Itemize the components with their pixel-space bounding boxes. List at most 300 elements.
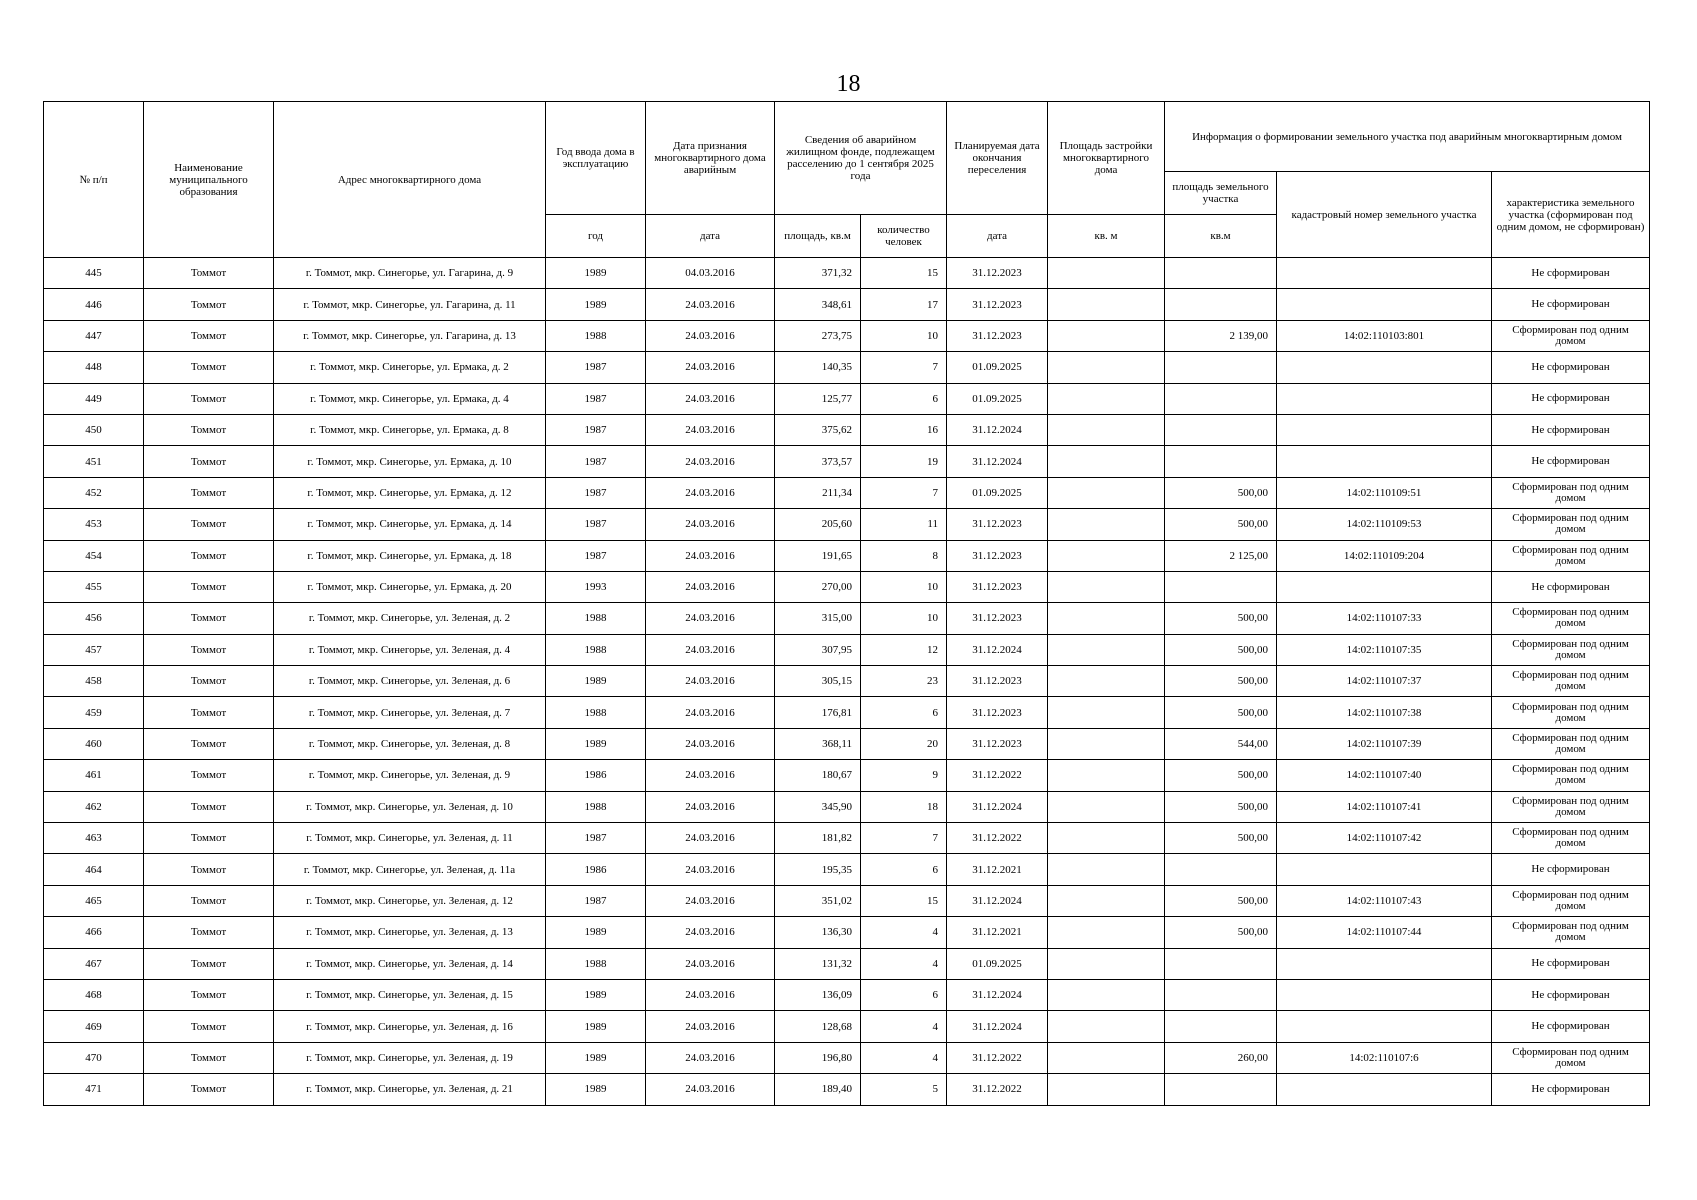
cell-area: 136,30 xyxy=(775,917,861,948)
cell-municipality: Томмот xyxy=(144,1042,274,1073)
cell-land-status: Не сформирован xyxy=(1492,1011,1650,1042)
cell-date-emergency: 24.03.2016 xyxy=(646,446,775,477)
cell-year-built: 1986 xyxy=(546,854,646,885)
cell-building-area xyxy=(1048,383,1165,414)
cell-people: 19 xyxy=(861,446,947,477)
cell-building-area xyxy=(1048,477,1165,508)
cell-land-status: Сформирован под одним домом xyxy=(1492,603,1650,634)
cell-people: 12 xyxy=(861,634,947,665)
cell-cadastral: 14:02:110109:53 xyxy=(1277,509,1492,540)
cell-date-emergency: 24.03.2016 xyxy=(646,666,775,697)
cell-planned-date: 31.12.2021 xyxy=(947,917,1048,948)
cell-date-emergency: 24.03.2016 xyxy=(646,634,775,665)
cell-area: 270,00 xyxy=(775,571,861,602)
table-row xyxy=(44,352,1650,383)
cell-land-status: Сформирован под одним домом xyxy=(1492,791,1650,822)
cell-land-area xyxy=(1165,258,1277,289)
cell-date-emergency: 24.03.2016 xyxy=(646,697,775,728)
cell-people: 20 xyxy=(861,728,947,759)
cell-building-area xyxy=(1048,352,1165,383)
cell-municipality: Томмот xyxy=(144,917,274,948)
cell-cadastral xyxy=(1277,446,1492,477)
cell-building-area xyxy=(1048,728,1165,759)
cell-municipality: Томмот xyxy=(144,603,274,634)
cell-date-emergency: 24.03.2016 xyxy=(646,1011,775,1042)
cell-land-area: 500,00 xyxy=(1165,760,1277,791)
cell-land-area: 500,00 xyxy=(1165,697,1277,728)
table-row xyxy=(44,258,1650,289)
table-row xyxy=(44,414,1650,445)
cell-people: 11 xyxy=(861,509,947,540)
cell-people: 6 xyxy=(861,697,947,728)
cell-area: 348,61 xyxy=(775,289,861,320)
cell-num: 446 xyxy=(44,289,144,320)
cell-building-area xyxy=(1048,540,1165,571)
cell-land-area: 2 125,00 xyxy=(1165,540,1277,571)
cell-land-status: Сформирован под одним домом xyxy=(1492,885,1650,916)
cell-address: г. Томмот, мкр. Синегорье, ул. Зеленая, д. 11 xyxy=(274,823,546,854)
header-unit-planned-date: дата xyxy=(947,215,1048,258)
cell-address: г. Томмот, мкр. Синегорье, ул. Зеленая, д. 21 xyxy=(274,1074,546,1105)
cell-cadastral: 14:02:110107:42 xyxy=(1277,823,1492,854)
cell-num: 455 xyxy=(44,571,144,602)
cell-building-area xyxy=(1048,666,1165,697)
cell-building-area xyxy=(1048,1042,1165,1073)
cell-year-built: 1989 xyxy=(546,917,646,948)
cell-building-area xyxy=(1048,634,1165,665)
header-planned-date: Планируемая дата окончания переселения xyxy=(947,102,1048,215)
cell-year-built: 1989 xyxy=(546,1074,646,1105)
cell-cadastral: 14:02:110107:37 xyxy=(1277,666,1492,697)
cell-address: г. Томмот, мкр. Синегорье, ул. Зеленая, д. 7 xyxy=(274,697,546,728)
cell-num: 463 xyxy=(44,823,144,854)
cell-num: 451 xyxy=(44,446,144,477)
cell-year-built: 1988 xyxy=(546,603,646,634)
cell-date-emergency: 24.03.2016 xyxy=(646,1042,775,1073)
cell-building-area xyxy=(1048,446,1165,477)
table-row xyxy=(44,509,1650,540)
cell-land-status: Сформирован под одним домом xyxy=(1492,477,1650,508)
cell-building-area xyxy=(1048,697,1165,728)
cell-building-area xyxy=(1048,760,1165,791)
cell-year-built: 1993 xyxy=(546,571,646,602)
cell-land-status: Не сформирован xyxy=(1492,414,1650,445)
cell-municipality: Томмот xyxy=(144,1011,274,1042)
cell-planned-date: 31.12.2023 xyxy=(947,571,1048,602)
cell-cadastral xyxy=(1277,979,1492,1010)
cell-cadastral: 14:02:110107:38 xyxy=(1277,697,1492,728)
cell-date-emergency: 24.03.2016 xyxy=(646,509,775,540)
cell-people: 17 xyxy=(861,289,947,320)
cell-planned-date: 31.12.2022 xyxy=(947,760,1048,791)
cell-num: 460 xyxy=(44,728,144,759)
emergency-housing-table xyxy=(43,101,1650,1106)
cell-area: 375,62 xyxy=(775,414,861,445)
table-row xyxy=(44,666,1650,697)
cell-year-built: 1987 xyxy=(546,446,646,477)
cell-year-built: 1987 xyxy=(546,540,646,571)
cell-land-area: 500,00 xyxy=(1165,666,1277,697)
cell-area: 136,09 xyxy=(775,979,861,1010)
cell-year-built: 1988 xyxy=(546,791,646,822)
header-land-info: Информация о формировании земельного участка под аварийным многоквартирным домом xyxy=(1165,102,1650,172)
cell-people: 4 xyxy=(861,948,947,979)
cell-planned-date: 31.12.2023 xyxy=(947,289,1048,320)
cell-municipality: Томмот xyxy=(144,477,274,508)
cell-planned-date: 31.12.2023 xyxy=(947,540,1048,571)
cell-building-area xyxy=(1048,917,1165,948)
cell-year-built: 1989 xyxy=(546,1042,646,1073)
cell-land-status: Сформирован под одним домом xyxy=(1492,320,1650,351)
cell-year-built: 1987 xyxy=(546,885,646,916)
cell-land-area xyxy=(1165,414,1277,445)
cell-num: 466 xyxy=(44,917,144,948)
cell-num: 447 xyxy=(44,320,144,351)
cell-date-emergency: 24.03.2016 xyxy=(646,477,775,508)
cell-building-area xyxy=(1048,571,1165,602)
table-row xyxy=(44,823,1650,854)
cell-planned-date: 31.12.2023 xyxy=(947,728,1048,759)
table-row xyxy=(44,885,1650,916)
cell-cadastral: 14:02:110109:51 xyxy=(1277,477,1492,508)
table-body xyxy=(44,258,1650,1106)
cell-year-built: 1989 xyxy=(546,979,646,1010)
cell-year-built: 1987 xyxy=(546,383,646,414)
cell-area: 176,81 xyxy=(775,697,861,728)
cell-num: 464 xyxy=(44,854,144,885)
cell-cadastral: 14:02:110107:35 xyxy=(1277,634,1492,665)
cell-building-area xyxy=(1048,791,1165,822)
table-row xyxy=(44,917,1650,948)
cell-area: 371,32 xyxy=(775,258,861,289)
header-unit-land-area: кв.м xyxy=(1165,215,1277,258)
cell-date-emergency: 24.03.2016 xyxy=(646,854,775,885)
cell-people: 15 xyxy=(861,258,947,289)
cell-cadastral: 14:02:110107:39 xyxy=(1277,728,1492,759)
cell-people: 7 xyxy=(861,352,947,383)
cell-land-area xyxy=(1165,1011,1277,1042)
cell-land-area: 500,00 xyxy=(1165,885,1277,916)
cell-address: г. Томмот, мкр. Синегорье, ул. Зеленая, д. 9 xyxy=(274,760,546,791)
table-row xyxy=(44,603,1650,634)
cell-area: 345,90 xyxy=(775,791,861,822)
cell-cadastral xyxy=(1277,383,1492,414)
cell-area: 315,00 xyxy=(775,603,861,634)
table-row xyxy=(44,791,1650,822)
cell-cadastral xyxy=(1277,948,1492,979)
cell-year-built: 1988 xyxy=(546,634,646,665)
cell-address: г. Томмот, мкр. Синегорье, ул. Зеленая, д. 6 xyxy=(274,666,546,697)
header-date-emergency: Дата признания многоквартирного дома аварийным xyxy=(646,102,775,215)
cell-people: 7 xyxy=(861,477,947,508)
cell-land-area: 500,00 xyxy=(1165,477,1277,508)
header-num: № п/п xyxy=(44,102,144,258)
cell-year-built: 1986 xyxy=(546,760,646,791)
cell-land-status: Не сформирован xyxy=(1492,258,1650,289)
header-unit-people: количество человек xyxy=(861,215,947,258)
cell-area: 205,60 xyxy=(775,509,861,540)
cell-cadastral: 14:02:110107:6 xyxy=(1277,1042,1492,1073)
cell-municipality: Томмот xyxy=(144,352,274,383)
table-row xyxy=(44,320,1650,351)
cell-land-status: Сформирован под одним домом xyxy=(1492,509,1650,540)
cell-date-emergency: 24.03.2016 xyxy=(646,1074,775,1105)
cell-land-area: 500,00 xyxy=(1165,791,1277,822)
cell-people: 15 xyxy=(861,885,947,916)
table-row xyxy=(44,477,1650,508)
cell-year-built: 1987 xyxy=(546,823,646,854)
cell-cadastral xyxy=(1277,1011,1492,1042)
header-unit-area: площадь, кв.м xyxy=(775,215,861,258)
cell-people: 5 xyxy=(861,1074,947,1105)
header-unit-date: дата xyxy=(646,215,775,258)
cell-land-area xyxy=(1165,854,1277,885)
cell-cadastral: 14:02:110109:204 xyxy=(1277,540,1492,571)
cell-num: 470 xyxy=(44,1042,144,1073)
cell-building-area xyxy=(1048,854,1165,885)
cell-land-area xyxy=(1165,289,1277,320)
cell-cadastral xyxy=(1277,289,1492,320)
cell-planned-date: 31.12.2023 xyxy=(947,603,1048,634)
cell-year-built: 1989 xyxy=(546,289,646,320)
cell-building-area xyxy=(1048,823,1165,854)
cell-land-status: Сформирован под одним домом xyxy=(1492,634,1650,665)
cell-address: г. Томмот, мкр. Синегорье, ул. Зеленая, д. 8 xyxy=(274,728,546,759)
cell-area: 189,40 xyxy=(775,1074,861,1105)
cell-municipality: Томмот xyxy=(144,1074,274,1105)
cell-people: 6 xyxy=(861,383,947,414)
cell-land-status: Не сформирован xyxy=(1492,1074,1650,1105)
cell-municipality: Томмот xyxy=(144,509,274,540)
cell-building-area xyxy=(1048,1011,1165,1042)
cell-num: 448 xyxy=(44,352,144,383)
cell-cadastral: 14:02:110103:801 xyxy=(1277,320,1492,351)
cell-cadastral xyxy=(1277,854,1492,885)
cell-planned-date: 01.09.2025 xyxy=(947,477,1048,508)
cell-area: 131,32 xyxy=(775,948,861,979)
cell-land-area xyxy=(1165,571,1277,602)
cell-cadastral: 14:02:110107:33 xyxy=(1277,603,1492,634)
cell-date-emergency: 24.03.2016 xyxy=(646,571,775,602)
cell-planned-date: 31.12.2024 xyxy=(947,446,1048,477)
cell-land-status: Сформирован под одним домом xyxy=(1492,1042,1650,1073)
cell-address: г. Томмот, мкр. Синегорье, ул. Ермака, д. 18 xyxy=(274,540,546,571)
header-unit-year: год xyxy=(546,215,646,258)
header-address: Адрес многоквартирного дома xyxy=(274,102,546,258)
cell-people: 18 xyxy=(861,791,947,822)
cell-building-area xyxy=(1048,979,1165,1010)
cell-people: 10 xyxy=(861,571,947,602)
cell-address: г. Томмот, мкр. Синегорье, ул. Гагарина, д. 9 xyxy=(274,258,546,289)
cell-people: 4 xyxy=(861,917,947,948)
cell-address: г. Томмот, мкр. Синегорье, ул. Ермака, д. 2 xyxy=(274,352,546,383)
table-row xyxy=(44,854,1650,885)
cell-planned-date: 31.12.2023 xyxy=(947,320,1048,351)
cell-planned-date: 31.12.2023 xyxy=(947,697,1048,728)
cell-num: 461 xyxy=(44,760,144,791)
cell-municipality: Томмот xyxy=(144,760,274,791)
cell-cadastral: 14:02:110107:41 xyxy=(1277,791,1492,822)
cell-year-built: 1987 xyxy=(546,509,646,540)
cell-land-status: Сформирован под одним домом xyxy=(1492,823,1650,854)
cell-planned-date: 31.12.2024 xyxy=(947,791,1048,822)
cell-address: г. Томмот, мкр. Синегорье, ул. Ермака, д. 8 xyxy=(274,414,546,445)
cell-address: г. Томмот, мкр. Синегорье, ул. Ермака, д. 4 xyxy=(274,383,546,414)
header-municipality: Наименование муниципального образования xyxy=(144,102,274,258)
cell-planned-date: 31.12.2021 xyxy=(947,854,1048,885)
table-row xyxy=(44,571,1650,602)
cell-planned-date: 31.12.2023 xyxy=(947,666,1048,697)
cell-planned-date: 31.12.2024 xyxy=(947,414,1048,445)
cell-year-built: 1989 xyxy=(546,666,646,697)
header-building-area: Площадь застройки многоквартирного дома xyxy=(1048,102,1165,215)
cell-num: 457 xyxy=(44,634,144,665)
cell-address: г. Томмот, мкр. Синегорье, ул. Зеленая, д. 13 xyxy=(274,917,546,948)
cell-building-area xyxy=(1048,885,1165,916)
cell-area: 125,77 xyxy=(775,383,861,414)
cell-area: 191,65 xyxy=(775,540,861,571)
cell-date-emergency: 24.03.2016 xyxy=(646,948,775,979)
cell-address: г. Томмот, мкр. Синегорье, ул. Зеленая, д. 14 xyxy=(274,948,546,979)
cell-land-status: Сформирован под одним домом xyxy=(1492,666,1650,697)
cell-people: 4 xyxy=(861,1042,947,1073)
cell-area: 196,80 xyxy=(775,1042,861,1073)
header-land-status: характеристика земельного участка (сформирован под одним домом, не сформирован) xyxy=(1492,172,1650,258)
cell-land-area xyxy=(1165,352,1277,383)
cell-address: г. Томмот, мкр. Синегорье, ул. Зеленая, д. 11а xyxy=(274,854,546,885)
cell-cadastral: 14:02:110107:44 xyxy=(1277,917,1492,948)
cell-municipality: Томмот xyxy=(144,979,274,1010)
cell-planned-date: 31.12.2023 xyxy=(947,258,1048,289)
cell-municipality: Томмот xyxy=(144,383,274,414)
cell-land-area: 500,00 xyxy=(1165,823,1277,854)
cell-people: 6 xyxy=(861,854,947,885)
cell-cadastral: 14:02:110107:40 xyxy=(1277,760,1492,791)
cell-date-emergency: 24.03.2016 xyxy=(646,540,775,571)
cell-land-area xyxy=(1165,383,1277,414)
cell-people: 10 xyxy=(861,320,947,351)
cell-municipality: Томмот xyxy=(144,540,274,571)
cell-planned-date: 31.12.2022 xyxy=(947,1074,1048,1105)
cell-date-emergency: 24.03.2016 xyxy=(646,917,775,948)
cell-municipality: Томмот xyxy=(144,320,274,351)
table-row xyxy=(44,979,1650,1010)
cell-planned-date: 01.09.2025 xyxy=(947,948,1048,979)
cell-date-emergency: 24.03.2016 xyxy=(646,760,775,791)
cell-land-status: Не сформирован xyxy=(1492,352,1650,383)
cell-land-area xyxy=(1165,446,1277,477)
table-row xyxy=(44,760,1650,791)
cell-people: 6 xyxy=(861,979,947,1010)
cell-planned-date: 31.12.2024 xyxy=(947,634,1048,665)
cell-land-status: Не сформирован xyxy=(1492,979,1650,1010)
cell-land-area: 500,00 xyxy=(1165,917,1277,948)
table-row xyxy=(44,383,1650,414)
cell-date-emergency: 24.03.2016 xyxy=(646,383,775,414)
cell-planned-date: 31.12.2022 xyxy=(947,823,1048,854)
cell-land-status: Сформирован под одним домом xyxy=(1492,917,1650,948)
cell-planned-date: 31.12.2023 xyxy=(947,509,1048,540)
cell-land-status: Не сформирован xyxy=(1492,854,1650,885)
cell-address: г. Томмот, мкр. Синегорье, ул. Ермака, д. 10 xyxy=(274,446,546,477)
cell-building-area xyxy=(1048,414,1165,445)
cell-area: 140,35 xyxy=(775,352,861,383)
cell-municipality: Томмот xyxy=(144,666,274,697)
cell-address: г. Томмот, мкр. Синегорье, ул. Ермака, д. 14 xyxy=(274,509,546,540)
cell-year-built: 1987 xyxy=(546,414,646,445)
cell-land-status: Сформирован под одним домом xyxy=(1492,697,1650,728)
cell-land-area: 544,00 xyxy=(1165,728,1277,759)
cell-num: 458 xyxy=(44,666,144,697)
cell-municipality: Томмот xyxy=(144,948,274,979)
cell-building-area xyxy=(1048,509,1165,540)
cell-address: г. Томмот, мкр. Синегорье, ул. Зеленая, д. 15 xyxy=(274,979,546,1010)
table-row xyxy=(44,697,1650,728)
cell-address: г. Томмот, мкр. Синегорье, ул. Зеленая, д. 4 xyxy=(274,634,546,665)
cell-date-emergency: 24.03.2016 xyxy=(646,885,775,916)
cell-num: 449 xyxy=(44,383,144,414)
table-row xyxy=(44,1011,1650,1042)
cell-date-emergency: 24.03.2016 xyxy=(646,320,775,351)
cell-land-status: Не сформирован xyxy=(1492,383,1650,414)
cell-building-area xyxy=(1048,320,1165,351)
cell-address: г. Томмот, мкр. Синегорье, ул. Ермака, д. 12 xyxy=(274,477,546,508)
cell-area: 180,67 xyxy=(775,760,861,791)
cell-num: 456 xyxy=(44,603,144,634)
cell-num: 450 xyxy=(44,414,144,445)
cell-land-area: 260,00 xyxy=(1165,1042,1277,1073)
cell-address: г. Томмот, мкр. Синегорье, ул. Гагарина, д. 11 xyxy=(274,289,546,320)
cell-land-area: 500,00 xyxy=(1165,634,1277,665)
cell-building-area xyxy=(1048,289,1165,320)
cell-people: 9 xyxy=(861,760,947,791)
cell-municipality: Томмот xyxy=(144,885,274,916)
table-row xyxy=(44,1074,1650,1105)
cell-land-area xyxy=(1165,1074,1277,1105)
header-land-area: площадь земельного участка xyxy=(1165,172,1277,215)
cell-land-area xyxy=(1165,979,1277,1010)
cell-land-status: Сформирован под одним домом xyxy=(1492,728,1650,759)
table-row xyxy=(44,948,1650,979)
cell-people: 4 xyxy=(861,1011,947,1042)
cell-num: 467 xyxy=(44,948,144,979)
cell-year-built: 1988 xyxy=(546,320,646,351)
table-row xyxy=(44,634,1650,665)
cell-municipality: Томмот xyxy=(144,854,274,885)
cell-land-status: Не сформирован xyxy=(1492,948,1650,979)
cell-address: г. Томмот, мкр. Синегорье, ул. Зеленая, д. 2 xyxy=(274,603,546,634)
cell-municipality: Томмот xyxy=(144,823,274,854)
cell-year-built: 1987 xyxy=(546,477,646,508)
cell-date-emergency: 24.03.2016 xyxy=(646,414,775,445)
cell-building-area xyxy=(1048,258,1165,289)
cell-num: 453 xyxy=(44,509,144,540)
cell-planned-date: 01.09.2025 xyxy=(947,383,1048,414)
cell-address: г. Томмот, мкр. Синегорье, ул. Зеленая, д. 19 xyxy=(274,1042,546,1073)
table-header xyxy=(44,102,1650,258)
cell-cadastral xyxy=(1277,571,1492,602)
cell-land-area: 2 139,00 xyxy=(1165,320,1277,351)
cell-people: 7 xyxy=(861,823,947,854)
table-row xyxy=(44,728,1650,759)
cell-cadastral: 14:02:110107:43 xyxy=(1277,885,1492,916)
cell-planned-date: 31.12.2024 xyxy=(947,979,1048,1010)
cell-date-emergency: 04.03.2016 xyxy=(646,258,775,289)
cell-planned-date: 31.12.2024 xyxy=(947,1011,1048,1042)
cell-date-emergency: 24.03.2016 xyxy=(646,979,775,1010)
header-emergency-info: Сведения об аварийном жилищном фонде, подлежащем расселению до 1 сентября 2025 года xyxy=(775,102,947,215)
cell-land-area: 500,00 xyxy=(1165,603,1277,634)
